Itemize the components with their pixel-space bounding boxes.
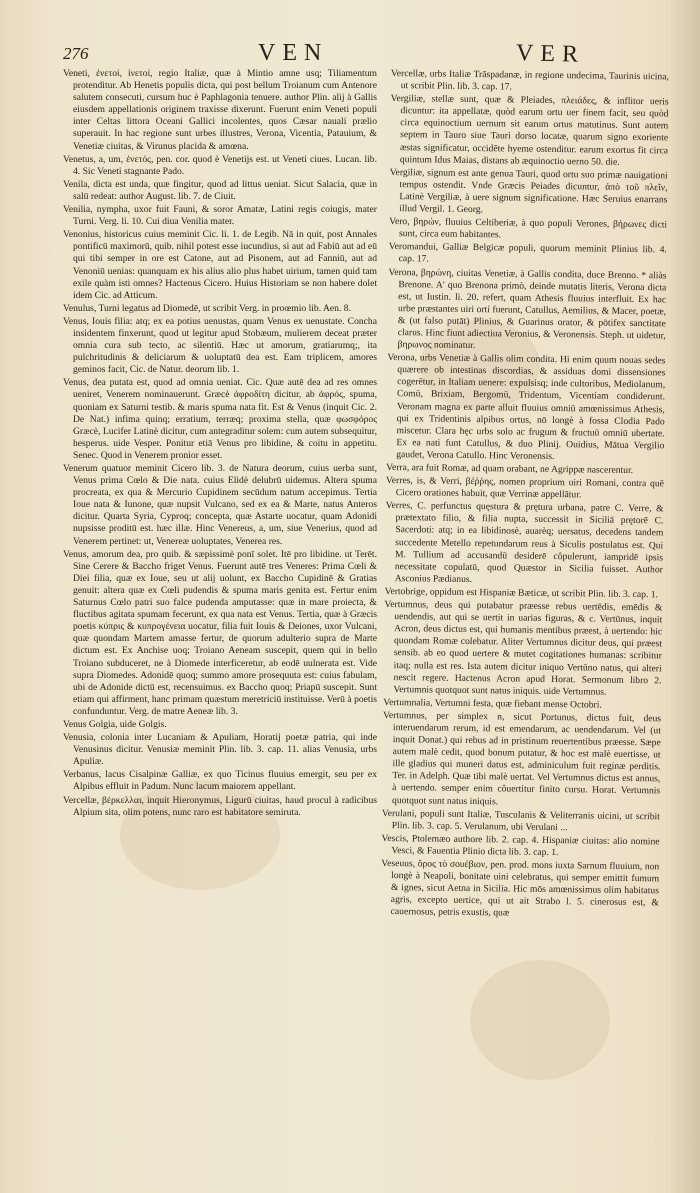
dictionary-entry: Venilia, nympha, uxor fuit Fauni, & soror Amatæ, Latini regis coiugis, mater Turni. Verg. li. 10. Cui diua Venilia mater. (63, 204, 377, 228)
dictionary-entry: Vertumnus, deus qui putabatur præesse rebus uertēdis, emēdis & uendendis, aut qui se uertit in uarias figuras, & c. Vertūnus, inquit Acron, deus dictus est, qui humanis mentibus præest, à uertendo: hic quondam Romæ colebatur. Aliter Vertumnus dicitur deus, qui præest sensib. ab eo quod uertere & mutet cogitationes humanas: scribitur itaq; nulla est res. Ista autem dicitur iniquo Vertūno natus, qui alteri nescit regere. Hactenus Acron apud Horat. Sermonum libro 2. Vertumnis quotquot sunt natus iniquis. uide Vertumnus. (384, 598, 663, 698)
dictionary-entry: Venonius, historicus cuius meminit Cic. li. 1. de Legib. Nā in quit, post Annales pontificū maximorū, quib. nihil potest esse iucundius, si aut ad Fabiū aut ad eū qui tibi semper in ore est Catone, aut ad Pisonem, aut ad Fanniū, aut ad Venoniū uenias: quanquam ex his alius alio plus habet uirium, tamen quid tam exile quàm isti omnes? Hactenus Cicero. Huius Historiam se non habere dolet idem Cic. ad Atticum. (63, 229, 377, 301)
dictionary-entry: Vergiliæ, signum est ante genua Tauri, quod ortu suo primæ nauigationi tempus ostendit. Vnde Græcis Peiades dicuntur, ἀπὸ τοῦ πλεῖν, Latinè Vergiliæ, à uere signum significatione. Hæc Seruius enarrans illud Vergil. 1. Georg. (389, 166, 668, 216)
dictionary-entry: Vertumnalia, Vertumni festa, quæ fiebant mense Octobri. (383, 696, 602, 711)
dictionary-entry: Venusia, colonia inter Lucaniam & Apuliam, Horatij poetæ patria, qui inde Venusinus dicitur. Venusiæ meminit Plin. lib. 3. cap. 11. alias Venusia, urbs Apuliæ. (63, 732, 377, 768)
dictionary-entry: Veromandui, Galliæ Belgicæ populi, quorum meminit Plinius lib. 4. cap. 17. (388, 241, 667, 265)
page-number: 276 (63, 44, 89, 63)
dictionary-entry: Venus, dea putata est, quod ad omnia ueniat. Cic. Quæ autē dea ad res omnes ueniret, Venerem nominauerunt. Græcè ἀφροδίτη dicitur, ab ἀφρός, spuma, quoniam ex Saturni testib. & maris spuma nata fit. Est & Venus (inquit Cic. 2. De Nat.) infima quinq; erratium, terræq; proxima stella, quæ φωσφόρος Græcè, Lucifer Latinè dicitur, cum antegraditur solem: cum autem subsequitur, hesperus. uide Vesper. Ponitur etiā Venus pro libidine, & coitu in appetitu. Senec. Quod in Venerem pronior esset. (63, 377, 377, 461)
dictionary-entry: Verona, βηρώνη, ciuitas Venetiæ, à Gallis condita, duce Brenno. * aliàs Brenone. A' quo Brenona primò, deinde mutatis literis, Verona dicta est, ut Iustin. li. 20. refert, quam Athesis fluuius interfluit. Ex hac urbe præstantes uiri ortí fuerunt, Catullus, Aemilius, & Macer, poetæ, & (ut falso putāt) Plinius, & Guarinus orator, & pōtifex sanctitate clarus. Hinc fiunt adiectiua Veronius, & Veronensis. Steph. ut uidetur, βηρωνος nominatur. (388, 266, 667, 352)
dictionary-entry: Vertobrige, oppidum est Hispaniæ Bæticæ, ut scribit Plin. lib. 3. cap. 1. (384, 585, 659, 601)
dictionary-entry: Venulus, Turni legatus ad Diomedē, ut scribit Verg. in proœmio lib. Aen. 8. (63, 302, 351, 314)
right-column (378, 68, 669, 1131)
dictionary-entry: Verres, C. perfunctus quęstura & prętura urbana, patre C. Verre, & prætextato filio, & filia nupta, successit in Siciliā prętorē C. Sacerdoti: atq; in ea libidinosè, auarèq; uersatus, decedens tandem succedente Metello repetundarum reus à Siculis postulatus est. Qui M. Tullium ad accusandū desiderē côpulerunt, iampridē ipsis necessitate copulatū, quod Quæstor in Sicilia fuisset. Author Asconius Pædianus. (385, 500, 664, 585)
dictionary-entry: Verona, urbs Venetiæ à Gallis olim condita. Hi enim quum nouas sedes quærere ob intestinas discordias, & assiduas domi dissensiones cogerētur, in Italiam uenere: expulsisq; inde cultoribus, Mediolanum, Comū, Brixiam, Bergomū, Tridentum, Vicentiam condiderunt. Veronam magna ex parte alluit fluuius omniū amœnissimus Athesis, qui ex Tridentinis alpibus ortus, nō longè à fossa Clodia Pado miscetur. Clara hęc urbs solo ac frugum & fructuū omniū ubertate. Ex ea nati funt Catullus, & duo Plinij. Ouidius, Mātua Vergilio gaudet, Verona Catullo. Hinc Veronensis. (387, 352, 666, 462)
dictionary-entry: Vero, βηρών, fluuius Celtiberiæ, à quo populi Verones, βήρωνες dicti sunt, circa eum habitantes. (389, 216, 668, 241)
dictionary-entry: Venus, amorum dea, pro quib. & sæpissimè ponī solet. Itē pro libidine. ut Terēt. Sine Cerere & Baccho friget Venus. Fuerunt autē tres Veneres: Prima Cœli & Diei filia, quæ ex Ioue, seu ut alij uolunt, ex Baccho Cupidinē & Gratias genuit: altera quæ ex Cœli pudendis & spuma maris genita est. Fertur enim Saturnus Cœlo patri suo falce pudenda amputasse: quæ in mare proiecta, & fluctibus agitata spumam fecerunt, ex qua nata est Venus. Tertia, quæ à Græcis poetis κύπρις & κυπρογένεια uocatur, filia fuit Iouis & Deiones, uxor Vulcani, quæ quondam Martem amasse fertur, de quorum adulterio supra de Marte dictum est. Ex Anchise uoq; Troiano Aeneam suscepit, quem qui in bello Troiano subduceret, ne à Diomede interficeretur, ab eodē uulnerata est. Vide supra Diomedes. Adonidē quoq; summo amore prosequuta est: cuius fabulam, ubi de Adonide dictū est, recensuimus. ex Baccho quoq; Priapū suscepit. Sunt etiam qui affirment, hanc primam quæstum meretriciū instituisse. Verū à poetis confunduntur. Verg. de matre Aeneæ lib. 3. (63, 548, 377, 717)
page-header (0, 40, 700, 70)
dictionary-entry: Venetus, a, um, ἐνετός, pen. cor. quod è Venetijs est. ut Veneti ciues. Lucan. lib. 4. Sic Veneti stagnante Pado. (63, 153, 377, 177)
dictionary-entry: Verres, is, & Verri, βέῤῥης, nomen proprium uiri Romani, contra quē Cicero orationes habuit, quæ Verrinæ appellātur. (385, 475, 665, 501)
dictionary-entry: Verulani, populi sunt Italiæ, Tusculanis & Veliterranis uicini, ut scribit Plin. lib. 3. cap. 5. Verulanum, ubi Verulani ... (381, 807, 660, 833)
dictionary-entry: Venila, dicta est unda, quæ fingitur, quod ad littus ueniat. Sicut Salacia, quæ in salū redeat: author August. lib. 7. de Ciuit. (63, 178, 377, 202)
dictionary-entry: Vertumnus, per simplex n, sicut Portunus, dictus fuit, deus interuendarum rerum, id est emendarum, ac uendendarum. Vel (ut inquit Donat.) qui rebus ad in pristinum reuertentibus præesse. Sæpe autem malè cedit, quod bonum putatur, & hoc est malè euertisse, ut ille gladius qui muneri datus est, adminiculum fuit reginæ perditis. Ter. in Adelph. Quæ tibi malè uertat. Vel Vertumnus dictus est annus, à uertendo. semper enim côuertitur finito cursu. Horat. Vertumnis quotquot sunt natus iniquis. (383, 709, 662, 807)
left-column (63, 68, 377, 1108)
dictionary-entry: Veseuus, ὄρος τὸ σουέβιον, pen. prod. mons iuxta Sarnum fluuium, non longè à Neapoli, bonitate uini celebratus, qui semper emittit fumum & ignes, sicut Aetna in Sicilia. Hic mōs amœnissimus olim habitatus agris, excepto uertice, qui ut ait Strabo l. 5. cinerosus est, & cauernosus, petris exustis, quæ (381, 857, 660, 919)
dictionary-entry: Venus Golgia, uide Golgis. (63, 718, 167, 730)
dictionary-entry: Venerum quatuor meminit Cicero lib. 3. de Natura deorum, cuius uerba sunt, Venus prima Cœlo & Die nata. cuius Elidè delubrū uidemus. Altera spuma procreata, ex qua & Mercurio Cupidinem secūdum natum accepimus. Tertia Ioue nata & Iunone, quæ nupsit Vulcano, sed ex ea & Marte, natus Anteros dicitur. Quarta Syria, Cyproq; concepta, quæ Astarte uocatur, quam Adonidi nupsisse proditū est. hæc illæ. Hinc Venereus, a, um, siue Venerius, quod ad Venerem pertinet: ut, Venereæ uoluptates, Venerea res. (63, 463, 377, 547)
running-head-left: VEN (258, 40, 329, 66)
dictionary-entry: Verra, ara fuit Romæ, ad quam orabant, ne Agrippæ nascerentur. (386, 461, 634, 476)
dictionary-entry: Vercellæ, βέρκελλαι, inquit Hieronymus, Ligurū ciuitas, haud procul à radicibus Alpium sita, olim potens, nunc raro est habitatore semiruta. (63, 794, 377, 818)
dictionary-entry: Vergiliæ, stellæ sunt, quæ & Pleiades, πλειάδες, & inflitor ueris dicuntur: ita appellatæ, quòd earum ortu uer finem facit, seu quòd circa equinoctium uernum sit earum ortus matutinus. Sunt autem septem in Tauro siue Tauri dorso locatæ, quarum signo exoriente æstas significatur, occidēte hyeme ostenditur. earum exortus fit circa quintum Idus Maias, distans ab æquinoctio uerno 50. die. (390, 93, 669, 168)
dictionary-entry: Verbanus, lacus Cisalpinæ Galliæ, ex quo Ticinus fluuius emergit, seu per ex Alpibus effluit in Padum. Nunc lacum maiorem appellant. (63, 769, 377, 793)
dictionary-entry: Venus, Iouis filia: atq; ex ea potius uenustas, quam Venus ex uenustate. Concha insidentem finxerunt, quod ut legitur apud Stobæum, mulierem deceat præter omnia cura sub tecto, ac silentiū. Hæc ut amorum, gratiarumq;, ita pulchritudinis & deliciarum & uoluptatū dea est. Eam triplicem, amores geminos facit, Cic. de Natur. deorum lib. 1. (63, 315, 377, 376)
dictionary-entry: Veneti, ἐνετοί, ἰνετοί, regio Italiæ, quæ à Mintio amne usq; Tiliamentum protenditur. Ab Henetis populis dicta, qui post bellum Troianum cum Antenore salutem consecuti, cursum huc è Paphlagonia tenuere. author Plin. alij à Gallis eiusdem appellationis originem traxisse dixerunt. Fuerunt enim Veneti populi inter Celtas littora Oceani Gallici incolentes, quos Cæsar naualí prælio superauit. In hac regione sunt urbes illustres, Verona, Vicentia, Patauium, & Venetiæ ciuitas, & Virunus placida & amœna. (63, 68, 377, 152)
dictionary-entry: Vescis, Ptolemæo authore lib. 2. cap. 4. Hispaniæ ciuitas: alio nomine Vesci, & Fauentia Plinio dicta lib. 3. cap. 1. (381, 832, 660, 859)
running-head-right: VER (515, 40, 586, 68)
dictionary-entry: Vercellæ, urbs Italiæ Trāspadanæ, in regione undecima, Taurinis uicina, ut scribit Plin. lib. 3. cap. 17. (390, 68, 669, 93)
